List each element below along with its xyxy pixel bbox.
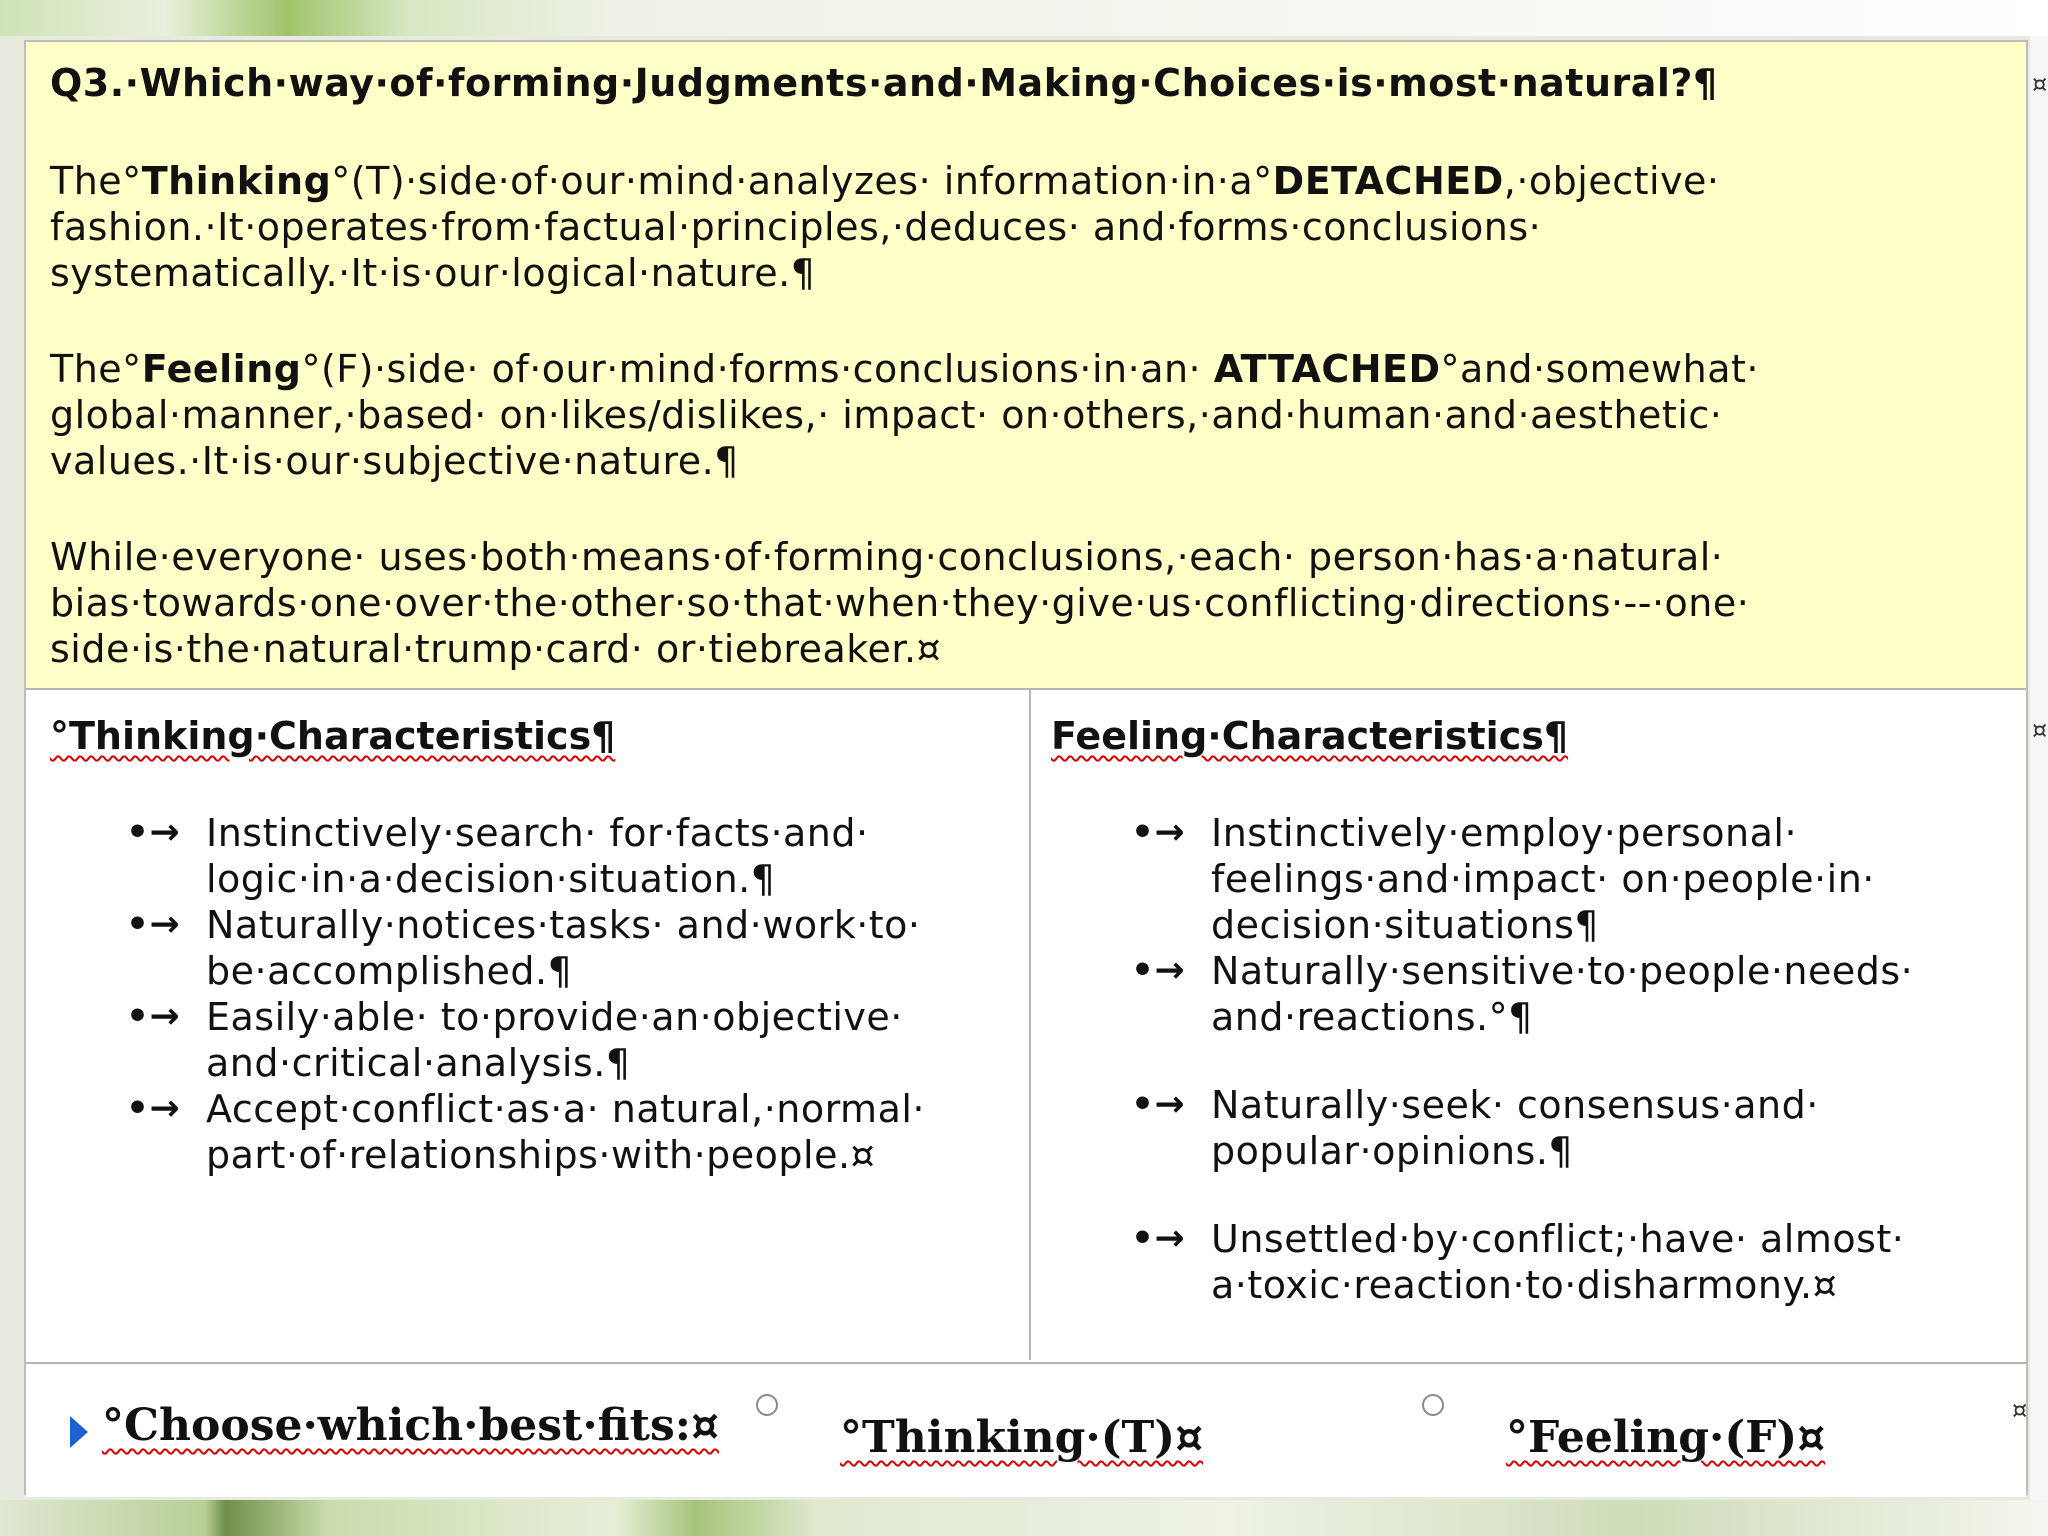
bullet-arrow-icon: •→: [126, 812, 181, 853]
list-item-text: Unsettled·by·conflict;·have· almost· a·toxic·reaction·to·disharmony.¤: [1211, 1217, 1905, 1307]
bullet-arrow-icon: •→: [126, 996, 181, 1037]
list-item: [1131, 810, 2011, 948]
question-cell: [26, 42, 2026, 690]
bold-term-thinking: Thinking: [141, 159, 332, 203]
bold-term-attached: ATTACHED: [1213, 347, 1441, 391]
list-item-text: Instinctively·search· for·facts·and· logic·in·a·decision·situation.¶: [206, 811, 869, 901]
feeling-radio[interactable]: [1422, 1394, 1444, 1416]
choice-row: [26, 1362, 2026, 1497]
bullet-arrow-icon: •→: [1131, 950, 1186, 991]
thinking-characteristics-cell: [26, 690, 1031, 1360]
choose-label: °Choose·which·best·fits:¤: [102, 1400, 719, 1451]
list-item-text: Instinctively·employ·personal· feelings·and·impact· on·people·in· decision·situations¶: [1211, 811, 1875, 947]
list-item-text: Naturally·sensitive·to·people·needs· and·reactions.°¶: [1211, 949, 1914, 1039]
text-run: ,·objective· fashion.·It·operates·from·factual·principles,·deduces· and·forms·conclusions· systematically.·It·is·our·logical·nature.¶: [50, 159, 1733, 295]
feeling-option-label[interactable]: °Feeling·(F)¤: [1506, 1412, 1826, 1463]
document-table: [24, 40, 2028, 1495]
row-selection-arrow-icon: [70, 1416, 88, 1448]
thinking-heading: °Thinking·Characteristics¶: [50, 714, 616, 758]
thinking-description: [50, 158, 2010, 296]
text-run: °(T)·side·of·our·mind·analyzes· information·in·a°: [331, 159, 1273, 203]
text-run: The°: [50, 159, 142, 203]
thinking-option-label[interactable]: °Thinking·(T)¤: [840, 1412, 1204, 1463]
list-item: [126, 902, 1006, 994]
bold-term-feeling: Feeling: [141, 347, 302, 391]
feeling-heading: Feeling·Characteristics¶: [1051, 714, 1569, 758]
feeling-list: [1131, 810, 2011, 1308]
background-bottom-strip: [0, 1500, 2048, 1536]
background-top-strip: [0, 0, 2048, 36]
bullet-arrow-icon: •→: [126, 1088, 181, 1129]
bullet-arrow-icon: •→: [126, 904, 181, 945]
list-item: [126, 1086, 1006, 1178]
background-side-strip: [2030, 36, 2048, 1500]
thinking-radio[interactable]: [756, 1394, 778, 1416]
end-of-row-mark: ¤: [2032, 716, 2048, 744]
list-item-text: Naturally·seek· consensus·and· popular·opinions.¶: [1211, 1083, 1819, 1173]
bullet-arrow-icon: •→: [1131, 1084, 1186, 1125]
list-item-text: Accept·conflict·as·a· natural,·normal· part·of·relationships·with·people.¤: [206, 1087, 925, 1177]
list-item: [1131, 1216, 2011, 1308]
text-run: °and·somewhat· global·manner,·based· on·likes/dislikes,· impact· on·others,·and·human·and·aesthetic· values.·It·is·our·subjective·nature.¶: [50, 347, 1772, 483]
question-title: Q3.·Which·way·of·forming·Judgments·and·Making·Choices·is·most·natural?¶: [50, 61, 1718, 105]
text-run: °(F)·side· of·our·mind·forms·conclusions·in·an·: [301, 347, 1214, 391]
text-run: The°: [50, 347, 142, 391]
bias-description: While·everyone· uses·both·means·of·forming·conclusions,·each· person·has·a·natural· bias·towards·one·over·the·other·so·that·when·they·give·us·conflicting·directions·--·one· side·is·the·natural·trump·card· or·tiebreaker.¤: [50, 535, 1762, 671]
end-of-row-mark: ¤: [2012, 1396, 2028, 1424]
bullet-arrow-icon: •→: [1131, 812, 1186, 853]
list-item-text: Naturally·notices·tasks· and·work·to· be·accomplished.¶: [206, 903, 921, 993]
bold-term-detached: DETACHED: [1272, 159, 1504, 203]
list-item: [126, 810, 1006, 902]
list-item: [1131, 948, 2011, 1040]
list-item: [126, 994, 1006, 1086]
thinking-list: [126, 810, 1006, 1178]
bullet-arrow-icon: •→: [1131, 1218, 1186, 1259]
feeling-characteristics-cell: [1031, 690, 2026, 1360]
list-item: [1131, 1082, 2011, 1174]
list-item-text: Easily·able· to·provide·an·objective· and·critical·analysis.¶: [206, 995, 903, 1085]
end-of-row-mark: ¤: [2032, 70, 2048, 98]
feeling-description: [50, 346, 2010, 484]
